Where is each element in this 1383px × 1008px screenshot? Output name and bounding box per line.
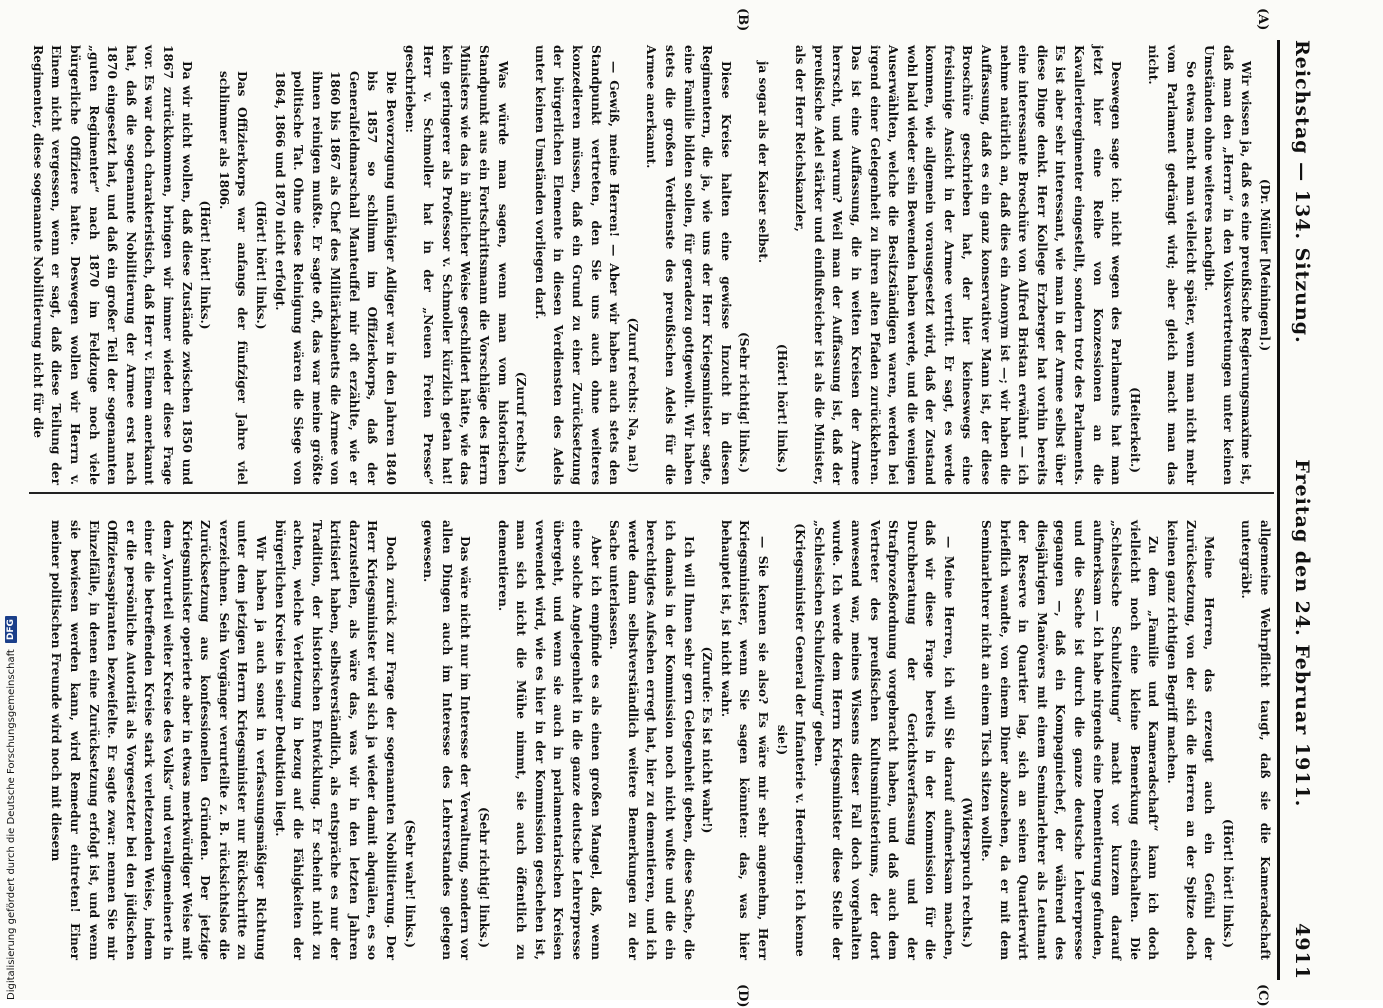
paragraph: Deswegen sage ich: nicht wegen des Parlaments hat man jetzt hier eine Reihe von Konzessionen an die Kavallerieregimenter eingestellt, sondern trotz des Parlaments. Es ist aber sehr interessant, wie man in der Armee selbst über diese Dinge denkt. Herr Kollege Erzberger hat vorhin bereits eine interessante Broschüre von Alfred Bristan erwähnt — ich nehme natürlich an, daß dies ein Anonym ist —; wir haben die Auffassung, daß es ein ganz konservativer Mann ist, der diese Broschüre geschrieben hat, der hier keineswegs eine freisinnige Ansicht in der Armee vertritt. Er sagt, es werde kommen, wie allgemein vorausgesetzt wird, daß der Zustand wohl bald wieder sein Bewenden haben werde, und die wenigen Auserwählten, welche die Besitzständigen waren, werden bei irgend einer Gelegenheit zu ihren alten Pfaden zurückkehren. Das ist eine Auffassung, die in weiten Kreisen der Armee herrscht, und warum? Weil man der Auffassung ist, daß der preußische Adel stärker und einflußreicher ist als die Minister, als der Herr Reichskanzler, xyxy=(793,45,1124,485)
paragraph: Zu dem „Familie und Kameradschaft“ kann ich doch vielleicht noch eine kleine Bemerkung einschalten. Die „Schlesische Schulzeitung“ macht vor kurzem darauf aufmerksam — ich habe nirgends eine Dementierung gefunden, und die Sache ist durch die ganze deutsche Lehrerpresse gegangen —, daß ein Kompagniechef, der während des diesjährigen Manövers mit einem Seminarlehrer als Leutnant der Reserve in Quartier lag, sich an seinen Quartierwirt brieflich wandte, von einem Diner abzusehen, da er mit dem Seminarlehrer nicht an einem Tisch sitzen wollte. xyxy=(979,520,1161,960)
paragraph: Doch zurück zur Frage der sogenannten Nobilitierung. Der Herr Kriegsminister wird sich ja wieder damit abquälen, es so darzustellen, als wäre das, was wir in den letzten Jahren kritisiert haben, selbstverständlich, als entspräche es nur der Tradition, der historischen Entwicklung. Er scheint nicht zu achten, welche Verletzung in bezug auf die Fähigkeiten der bürgerlichen Kreise in seiner Deduktion liegt. xyxy=(272,520,399,960)
paragraph: Ich will Ihnen sehr gern Gelegenheit geben, diese Sache, die ich damals in der Kommission noch nicht wußte und die ein berechtigtes Aufsehen erregt hat, hier zu dementieren, und ich werde dann selbstverständlich weitere Bemerkungen zu der Sache unterlassen. xyxy=(607,520,696,960)
interjection: (Hört! hört! links.) xyxy=(253,200,268,330)
speaker-label: (Dr. Müller [Meiningen].) xyxy=(1258,178,1272,352)
rotated-page-content xyxy=(25,0,1330,1008)
paragraph: Wir wissen ja, daß es eine preußische Regierungsmaxime ist, daß man den „Herrn“ in den Volksvertretungen unter keinen Umständen ohne weiteres nachgibt. xyxy=(1202,45,1254,485)
paragraph: — Meine Herren, ich will Sie darauf aufmerksam machen, daß wir diese Frage bereits in der Kommission für die Durchberatung der Gerichtsverfassung und der Strafprozeßordnung vorgebracht haben, und daß auch dem Vertreter des preußischen Kultusministeriums, der dort anwesend war, meines Wissens dieser Fall doch vorgehalten wurde. Ich werde dem Herrn Kriegsminister diese Stelle der „Schlesischen Schulzeitung“ geben. xyxy=(811,520,956,960)
paragraph: So etwas macht man vielleicht später, wenn man nicht mehr vom Parlament gedrängt wird; aber gleich macht man das nicht. xyxy=(1146,45,1198,485)
interjection: (Hört! hört! links.) xyxy=(774,343,789,473)
margin-mark-a: (A) xyxy=(1255,8,1270,31)
dfg-logo-icon: DFG xyxy=(5,616,17,643)
interjection: (Sehr richtig! links.) xyxy=(737,332,752,473)
page-number: 4911 xyxy=(1291,923,1313,980)
interjection: (Zuruf rechts.) xyxy=(514,371,529,473)
interjection: (Sehr wahr! links.) xyxy=(402,819,417,948)
paragraph: Diese Kreise halten eine gewisse Inzucht in diesen Regimentern, die ja, wie uns der Herr Kriegsminister sagte, eine Familie bilden sollen, für geradezu gottgewollt. Wir haben stets die großen Verdienste des preußischen Adels für die Armee anerkannt. xyxy=(644,45,733,485)
paragraph: Meine Herren, das erzeugt auch ein Gefühl der Zurücksetzung, von der sich die Herren an der Spitze doch keinen ganz richtigen Begriff machen. xyxy=(1165,520,1217,960)
quotation: Das Offizierkorps war anfangs der fünfziger Jahre viel schlimmer als 1806. xyxy=(216,71,250,485)
paragraph: Da wir nicht wollen, daß diese Zustände zwischen 1850 und 1867 zurückkommen, bringen wir immer wieder diese Frage vor. Es war doch charakteristisch, daß Herr v. Einem anerkannt hat, daß die sogenannte Nobilitierung der Armee erst nach 1870 eingesetzt hat, und daß ein großer Teil der sogenannten „guten Regimenter“ nach 1870 im Feldzuge noch viele bürgerliche Offiziere hatte. Deswegen wollen wir Herrn v. Einem nicht vergessen, wenn er sagt, daß diese Teilung der Regimenter, diese sogenannte Nobilitierung nicht für die xyxy=(30,45,194,485)
paragraph: Was würde man sagen, wenn man vom historischen Standpunkt aus ein Fortschrittsmann die Vorschläge des Herrn Ministers wie das in ähnlicher Weise geschildert hätte, wie das kein geringerer als Professor v. Schmoller kürzlich getan hat! Herr v. Schmoller hat in der „Neuen Freien Presse“ geschrieben: xyxy=(402,45,510,485)
interjection: (Sehr richtig! links.) xyxy=(477,807,492,948)
left-column xyxy=(25,45,1274,485)
paragraph: — Sie kennen sie also? Es wäre mir sehr angenehm, Herr Kriegsminister, wenn Sie sagen könnten: das, was hier behauptet ist, ist nicht wahr. xyxy=(718,520,770,960)
right-column xyxy=(25,520,1274,960)
paragraph: allgemeine Wehrpflicht taugt, daß sie die Kameradschaft untergräbt. xyxy=(1239,520,1272,960)
paragraph: Das wäre nicht nur im Interesse der Verwaltung, sondern vor allen Dingen auch im Interesse des Lehrerstandes gelegen gewesen. xyxy=(421,520,473,960)
column-divider xyxy=(29,492,1274,494)
header-rule xyxy=(1277,40,1280,980)
interjection: (Zuruf rechts: Na, na!) xyxy=(625,317,640,473)
interjection: (Widerspruch rechts.) xyxy=(960,797,975,948)
interjection: (Heiterkeit.) xyxy=(1127,387,1142,473)
interjection: (Hört! hört! links.) xyxy=(1220,818,1235,948)
paragraph: — Gewiß, meine Herren! — Aber wir haben auch stets den Standpunkt vertreten, den Sie uns auch ohne weiteres konzedieren müssen, daß ein Grund zu einer Zurücksetzung der bürgerlichen Elemente in diesen Verdiensten des Adels unter keinen Umständen vorliegen darf. xyxy=(532,45,622,485)
digitization-credit xyxy=(2,0,20,1000)
paragraph: ja sogar als der Kaiser selbst. xyxy=(755,61,770,264)
header-left: Reichstag — 134. Sitzung. xyxy=(1291,40,1313,344)
page-header xyxy=(1280,40,1324,980)
credit-text: Digitalisierung gefördert durch die Deutsche Forschungsgemeinschaft xyxy=(5,649,17,1000)
interjection: (Zurufe: Es ist nicht wahr!) xyxy=(700,646,715,834)
paragraph: Wir haben ja auch sonst in verfassungsmäßiger Richtung unter dem jetzigen Herrn Kriegsminister nur Rückschritte zu verzeichnen. Sein Vorgänger verurteilte z. B. rücksichtslos die Zurücksetzung aus konfessionellen Gründen. Der jetzige Kriegsminister operierte aber in etwas merkwürdiger Weise mit dem „Vorurteil weiter Kreise des Volks“ und verallgemeinerte in einer die betreffenden Kreise stark verletzenden Weise, indem er die persönliche Autorität als Vorgesetzter bei den jüdischen Offiziersaspiranten bezweifelte. Er sagte zwar: nennen Sie mir Einzelfälle, in denen eine Zurücksetzung erfolgt ist, und wenn sie bewiesen werden kann, wird Remedur eintreten! Einer meiner politischen Freunde wird noch mit diesem xyxy=(49,520,268,960)
paragraph: Aber ich empfinde es als einen großen Mangel, daß, wenn eine solche Angelegenheit in die ganze deutsche Lehrerpresse übergeht, und wenn sie auch in parlamentarischen Kreisen verwendet wird, wie es hier in der Kommission geschehen ist, man sich nicht die Mühe nimmt, sie auch öffentlich zu dementieren. xyxy=(495,520,603,960)
interjection: (Kriegsminister General der Infanterie v. Heeringen: Ich kenne sie!) xyxy=(774,523,808,957)
quotation: Die Bevorzugung unfähiger Adliger war in den Jahren 1840 bis 1857 so schlimm im Offizierkorps, daß der Generalfeldmarschall Manteuffel mir oft erzählte, wie er 1860 bis 1867 als Chef des Militärkabinetts die Armee von ihnen reinigen mußte. Er sagte oft, das war meine größte politische Tat. Ohne diese Reinigung wären die Siege von 1864, 1866 und 1870 nicht erfolgt. xyxy=(272,71,399,485)
margin-mark-c: (C) xyxy=(1255,984,1270,1007)
interjection: (Hört! hört! links.) xyxy=(198,200,213,330)
header-center: Freitag den 24. Februar 1911. xyxy=(1291,459,1313,808)
margin-mark-b: (B) xyxy=(735,8,750,32)
margin-mark-d: (D) xyxy=(735,984,750,1008)
